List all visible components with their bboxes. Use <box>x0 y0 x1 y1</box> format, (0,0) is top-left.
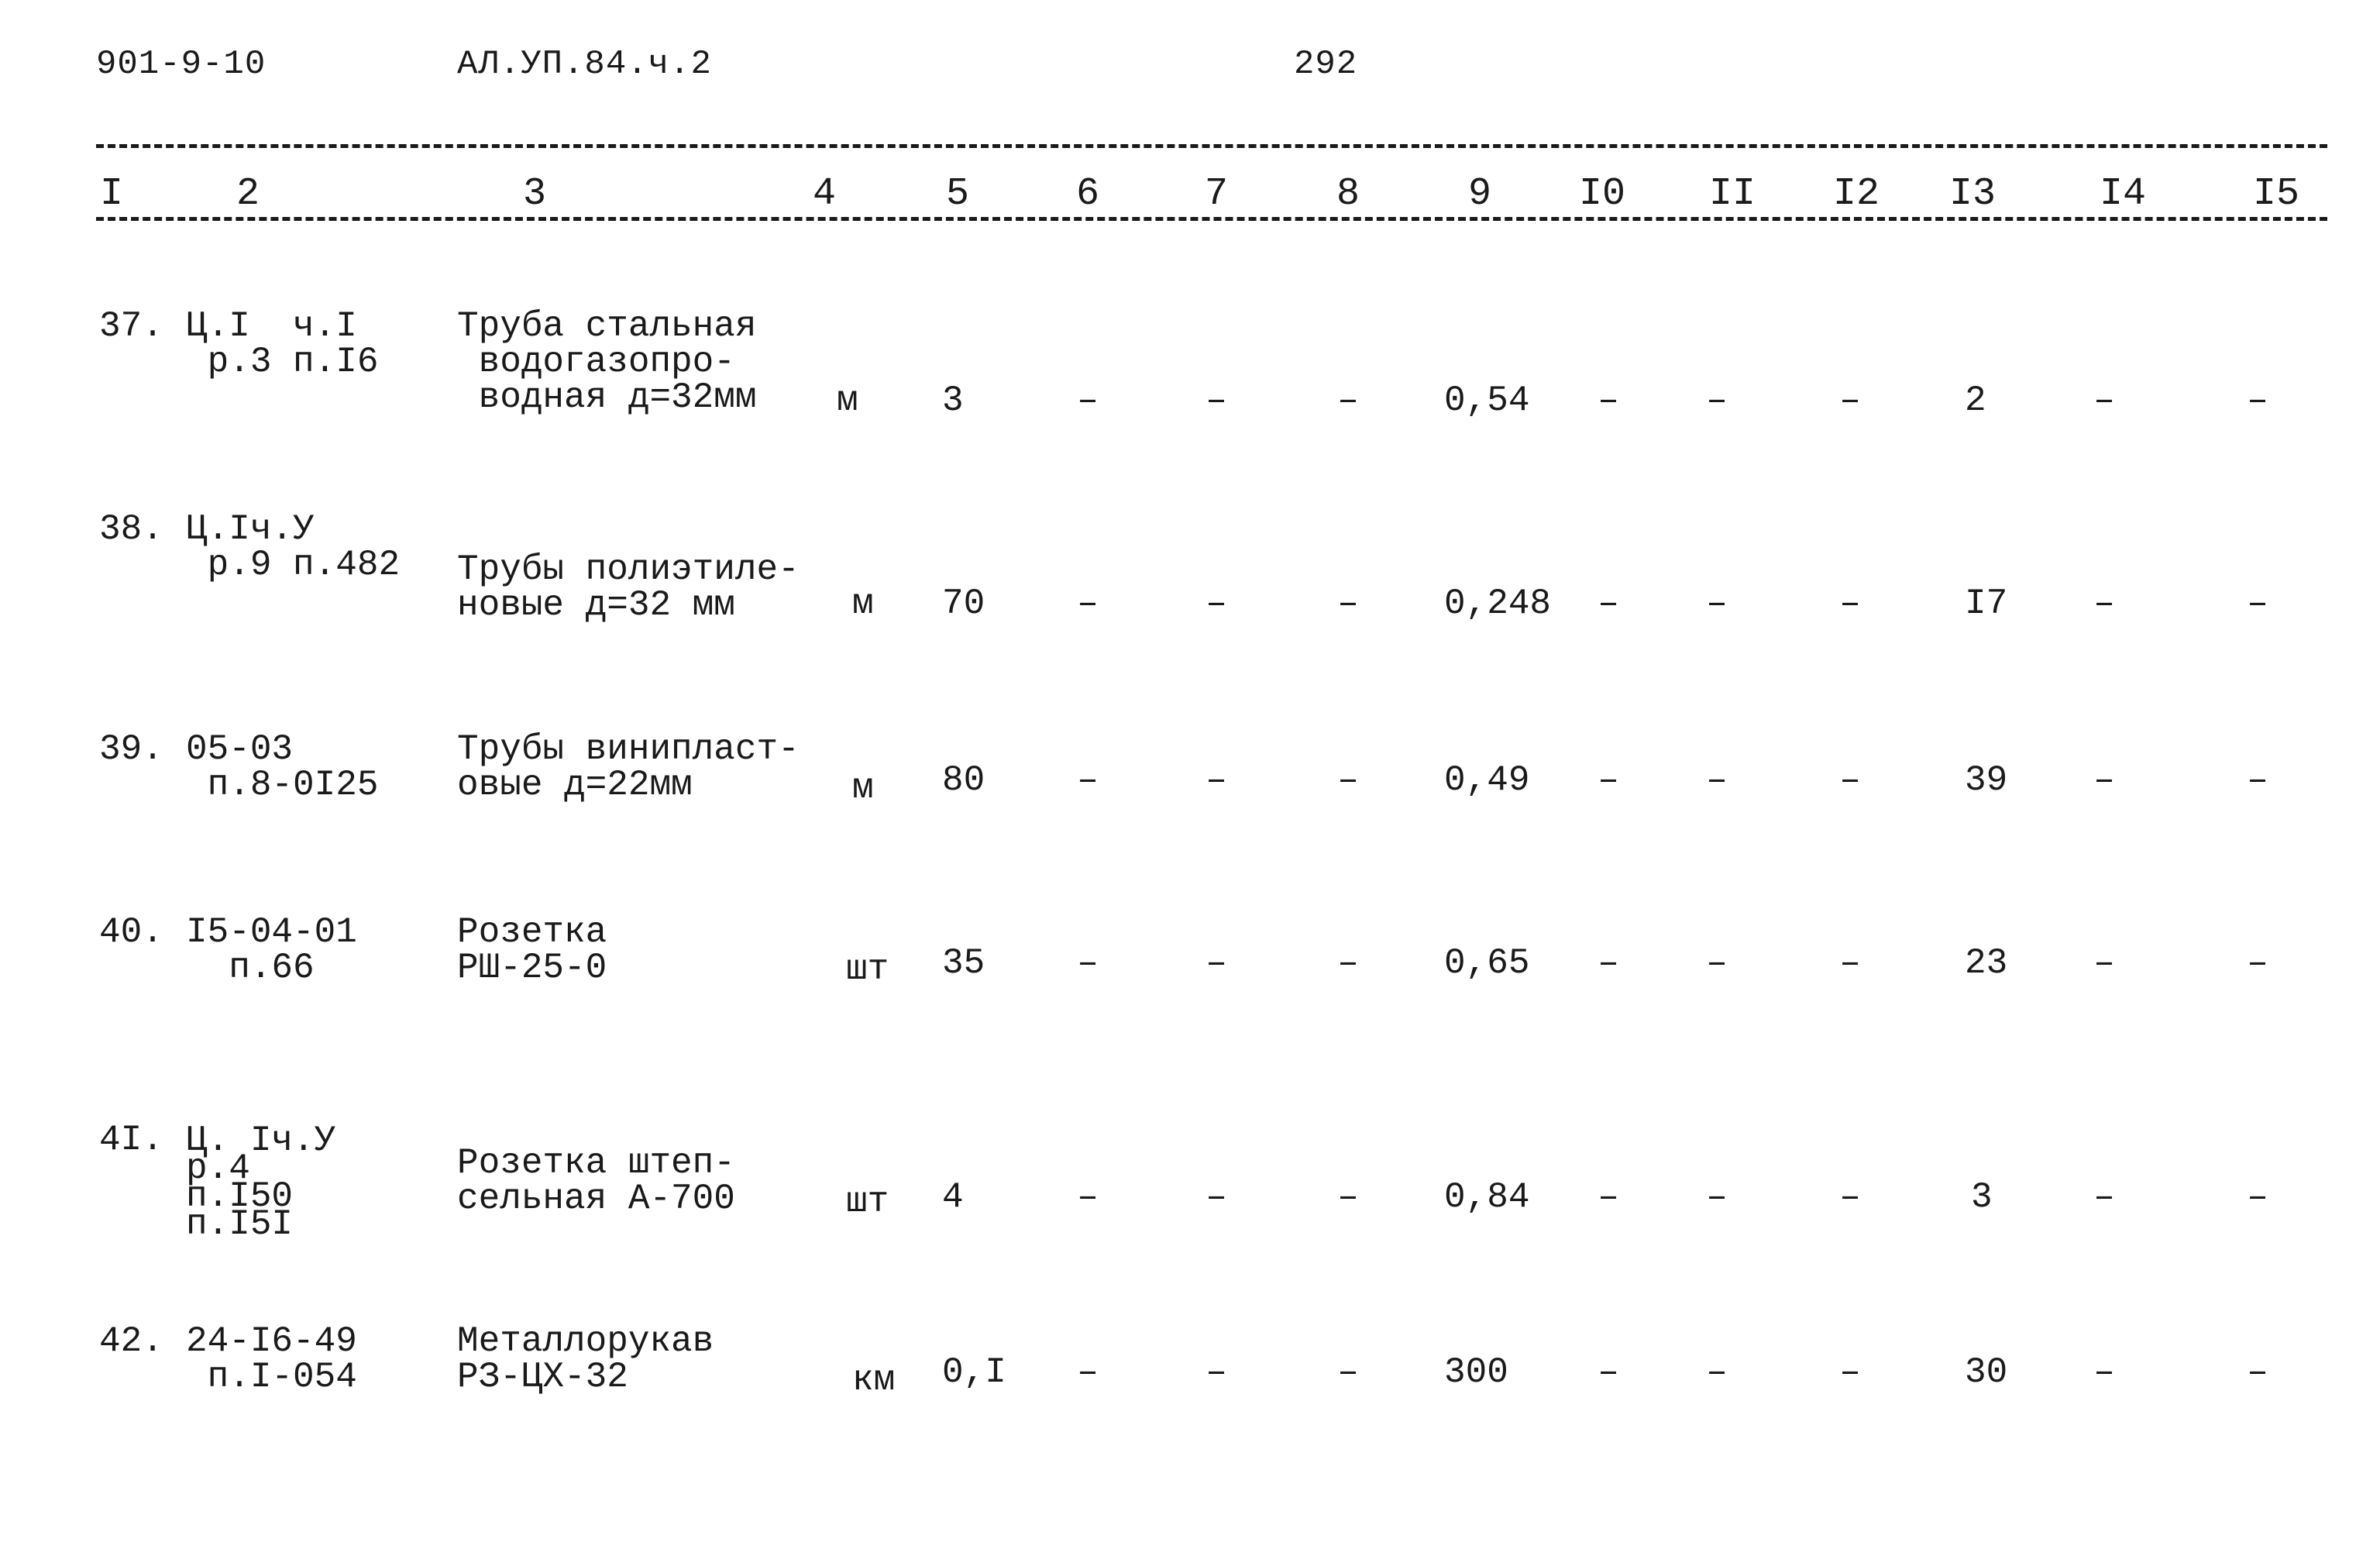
row-col6: – <box>1077 584 1099 624</box>
row-col5: 3 <box>942 380 964 421</box>
row-reference: Ц.I ч.I р.3 п.I6 <box>186 306 379 382</box>
row-col13: 2 <box>1965 380 1986 421</box>
column-number: 8 <box>1336 172 1360 216</box>
row-reference: I5-04-01 п.66 <box>186 912 357 988</box>
row-col12: – <box>1839 760 1861 800</box>
column-number: I2 <box>1832 172 1880 216</box>
row-col7: – <box>1205 943 1227 983</box>
row-unit: км <box>852 1360 896 1400</box>
column-number: 6 <box>1075 172 1100 216</box>
row-col12: – <box>1839 380 1861 421</box>
row-col11: – <box>1706 760 1728 800</box>
row-col12: – <box>1839 584 1861 624</box>
row-col11: – <box>1706 1352 1728 1392</box>
row-col5: 35 <box>942 943 985 983</box>
row-col14: – <box>2093 584 2115 624</box>
row-col10: – <box>1598 1352 1619 1392</box>
row-col8: – <box>1337 1177 1359 1217</box>
row-col14: – <box>2093 943 2115 983</box>
row-col12: – <box>1839 1177 1861 1217</box>
row-number: 42. <box>99 1321 163 1362</box>
row-col13: 23 <box>1965 943 2008 983</box>
row-col11: – <box>1706 1177 1728 1217</box>
row-name: Розетка РШ-25-0 <box>457 912 607 988</box>
row-col10: – <box>1598 380 1619 421</box>
column-number: 4 <box>812 172 837 216</box>
row-col5: 70 <box>942 584 985 624</box>
row-col11: – <box>1706 380 1728 421</box>
row-col12: – <box>1839 943 1861 983</box>
row-name: Металлорукав РЗ-ЦХ-32 <box>457 1321 714 1397</box>
column-number: I4 <box>2099 172 2147 216</box>
row-col15: – <box>2247 943 2268 983</box>
row-col12: – <box>1839 1352 1861 1392</box>
row-number: 39. <box>99 729 163 769</box>
row-col6: – <box>1077 1177 1099 1217</box>
row-col15: – <box>2247 1177 2268 1217</box>
row-col8: – <box>1337 380 1359 421</box>
row-col5: 4 <box>942 1177 964 1217</box>
row-name: Трубы винипласт- овые д=22мм <box>457 729 800 805</box>
row-col7: – <box>1205 1352 1227 1392</box>
column-number: II <box>1708 172 1756 216</box>
row-col9: 0,248 <box>1444 584 1552 624</box>
row-col8: – <box>1337 584 1359 624</box>
row-col9: 300 <box>1444 1352 1508 1392</box>
row-unit: шт <box>846 949 889 990</box>
row-col8: – <box>1337 1352 1359 1392</box>
row-col14: – <box>2093 1352 2115 1392</box>
row-col13: 30 <box>1965 1352 2008 1392</box>
column-number: 2 <box>236 172 260 216</box>
row-col11: – <box>1706 943 1728 983</box>
row-number: 40. <box>99 912 163 952</box>
row-col9: 0,84 <box>1444 1177 1530 1217</box>
row-unit: м <box>852 584 874 624</box>
row-col10: – <box>1598 943 1619 983</box>
row-unit: м <box>837 380 858 421</box>
page-number: 292 <box>1294 45 1358 84</box>
header-dashed-rule <box>96 217 2327 221</box>
column-number: I5 <box>2252 172 2300 216</box>
row-col13: 39 <box>1965 760 2008 800</box>
row-reference: Ц.Iч.У р.9 п.482 <box>186 509 401 585</box>
row-col10: – <box>1598 584 1619 624</box>
row-reference: Ц. Iч.У р.4 п.I50 п.I5I <box>186 1121 336 1244</box>
row-col5: 80 <box>942 760 985 800</box>
row-col14: – <box>2093 380 2115 421</box>
row-col15: – <box>2247 760 2268 800</box>
row-number: 4I. <box>99 1120 163 1160</box>
column-number: 5 <box>945 172 970 216</box>
row-col7: – <box>1205 584 1227 624</box>
row-col6: – <box>1077 943 1099 983</box>
row-col13: 3 <box>1971 1177 1993 1217</box>
column-number: 3 <box>522 172 547 216</box>
row-col10: – <box>1598 1177 1619 1217</box>
row-number: 37. <box>99 306 163 346</box>
row-col13: I7 <box>1965 584 2008 624</box>
album-code: АЛ.УП.84.ч.2 <box>457 45 712 84</box>
series-code: 901-9-10 <box>96 45 267 84</box>
row-reference: 05-03 п.8-0I25 <box>186 729 379 805</box>
row-col5: 0,I <box>942 1352 1006 1392</box>
top-dashed-rule <box>96 144 2327 148</box>
row-col10: – <box>1598 760 1619 800</box>
column-number: 7 <box>1204 172 1229 216</box>
row-col6: – <box>1077 1352 1099 1392</box>
row-col7: – <box>1205 760 1227 800</box>
row-unit: м <box>852 768 874 808</box>
column-number: I3 <box>1948 172 1997 216</box>
row-unit: шт <box>846 1182 889 1222</box>
row-col15: – <box>2247 1352 2268 1392</box>
row-col7: – <box>1205 380 1227 421</box>
row-col14: – <box>2093 1177 2115 1217</box>
row-col9: 0,54 <box>1444 380 1530 421</box>
row-name: Труба стальная водогазопро- водная д=32мм <box>457 306 757 418</box>
row-reference: 24-I6-49 п.I-054 <box>186 1321 357 1397</box>
row-name: Розетка штеп- сельная А-700 <box>457 1143 735 1219</box>
row-col8: – <box>1337 943 1359 983</box>
row-col11: – <box>1706 584 1728 624</box>
row-col6: – <box>1077 380 1099 421</box>
row-col8: – <box>1337 760 1359 800</box>
column-number: 9 <box>1467 172 1492 216</box>
row-col15: – <box>2247 584 2268 624</box>
row-col15: – <box>2247 380 2268 421</box>
row-col7: – <box>1205 1177 1227 1217</box>
column-number: I0 <box>1578 172 1626 216</box>
row-name: Трубы полиэтиле- новые д=32 мм <box>457 549 800 625</box>
row-number: 38. <box>99 509 163 549</box>
row-col6: – <box>1077 760 1099 800</box>
row-col9: 0,65 <box>1444 943 1530 983</box>
row-col14: – <box>2093 760 2115 800</box>
row-col9: 0,49 <box>1444 760 1530 800</box>
column-number: I <box>99 172 124 216</box>
